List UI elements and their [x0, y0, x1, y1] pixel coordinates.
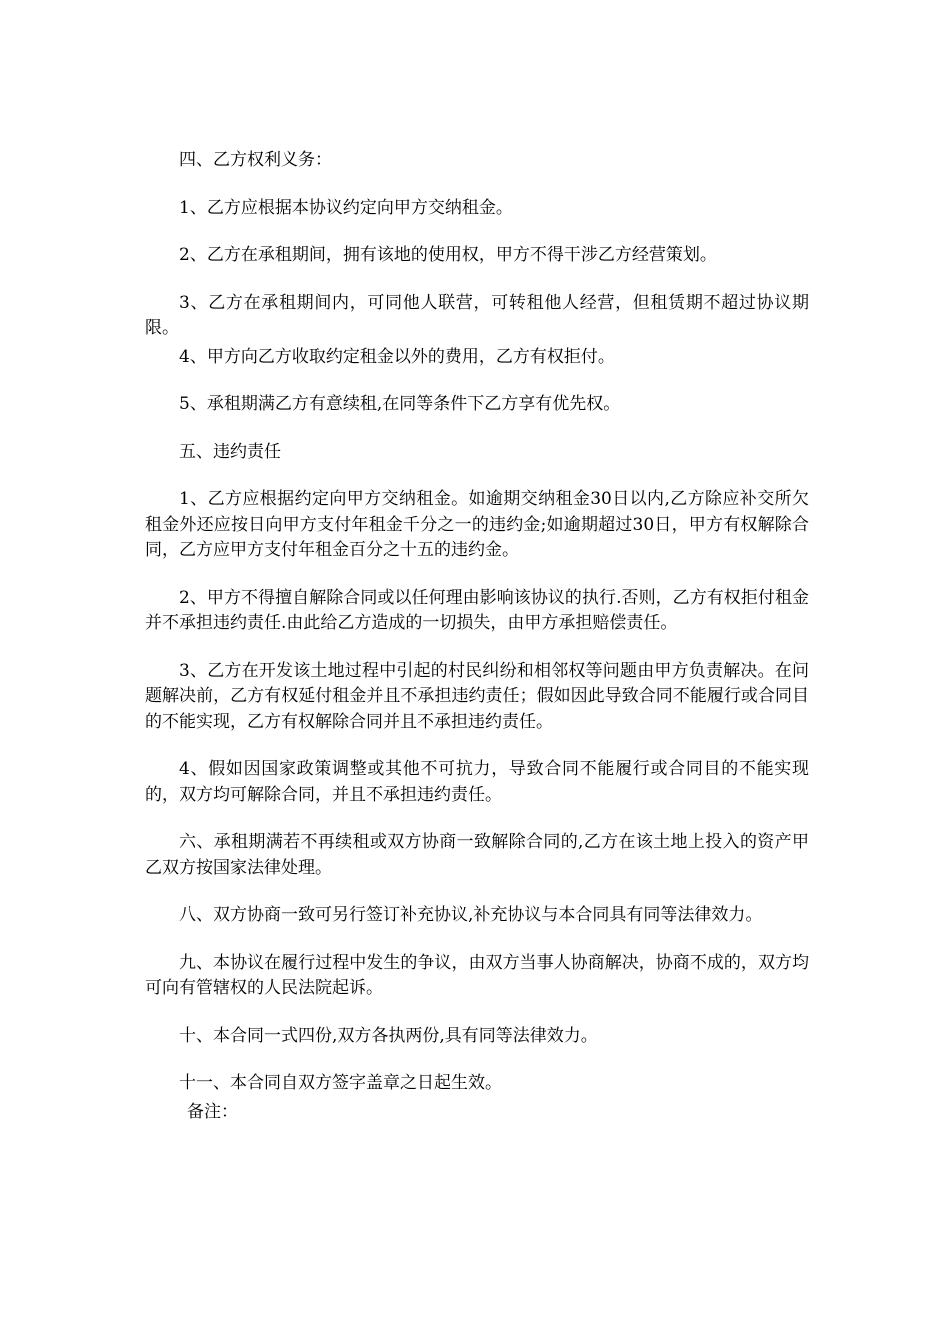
- note-label: 备注：: [187, 1101, 238, 1122]
- clause-9: 九、本协议在履行过程中发生的争议，由双方当事人协商解决，协商不成的，双方均可向有管辖权的人民法院起诉。: [145, 952, 809, 998]
- clause-6: 六、承租期满若不再续租或双方协商一致解除合同的,乙方在该土地上投入的资产甲乙双方按国家法律处理。: [145, 832, 809, 878]
- clause-8: 八、双方协商一致可另行签订补充协议,补充协议与本合同具有同等法律效力。: [179, 905, 763, 925]
- clause-4-5: 5、承租期满乙方有意续租,在同等条件下乙方享有优先权。: [179, 394, 621, 414]
- clause-4-3: 3、乙方在承租期间内，可同他人联营，可转租他人经营，但租赁期不超过协议期限。: [145, 292, 809, 338]
- clause-4-1: 1、乙方应根据本协议约定向甲方交纳租金。: [179, 197, 513, 218]
- clause-5-3: 3、乙方在开发该土地过程中引起的村民纠纷和相邻权等问题由甲方负责解决。在问题解决前，乙方有权延付租金并且不承担违约责任；假如因此导致合同不能履行或合同目的不能实现，乙方有权解除合同并且不承担违约责任。: [145, 660, 809, 732]
- clause-5-2: 2、甲方不得擅自解除合同或以任何理由影响该协议的执行.否则，乙方有权拒付租金并不承担违约责任.由此给乙方造成的一切损失，由甲方承担赔偿责任。: [145, 587, 809, 633]
- section-heading-liability: 五、违约责任: [179, 441, 281, 462]
- clause-4-2: 2、乙方在承租期间，拥有该地的使用权，甲方不得干涉乙方经营策划。: [179, 245, 717, 265]
- clause-10: 十、本合同一式四份,双方各执两份,具有同等法律效力。: [179, 1025, 598, 1046]
- document-body: [145, 148, 809, 1125]
- clause-4-4: 4、甲方向乙方收取约定租金以外的费用，乙方有权拒付。: [179, 346, 615, 367]
- clause-5-4: 4、假如因国家政策调整或其他不可抗力，导致合同不能履行或合同目的不能实现的，双方均可解除合同，并且不承担违约责任。: [145, 759, 809, 805]
- clause-11: 十一、本合同自双方签字盖章之日起生效。: [179, 1073, 502, 1093]
- clause-5-1: 1、乙方应根据约定向甲方交纳租金。如逾期交纳租金30日以内,乙方除应补交所欠租金外还应按日向甲方支付年租金千分之一的违约金;如逾期超过30日，甲方有权解除合同，乙方应甲方支付年租金百分之十五的违约金。: [145, 489, 809, 560]
- section-heading-party-b-rights: 四、乙方权利义务：: [179, 150, 332, 170]
